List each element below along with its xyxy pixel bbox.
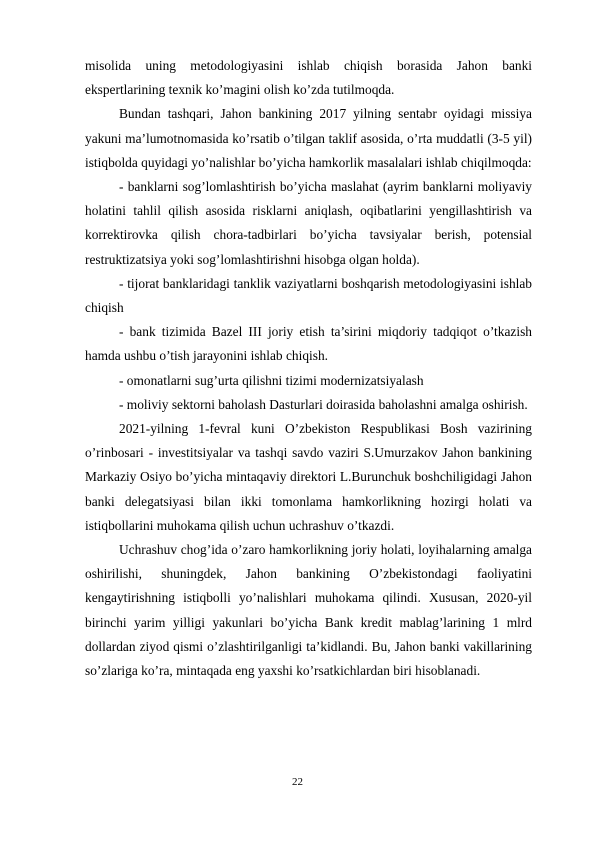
list-item-deposit-insurance: - omonatlarni sug’urta qilishni tizimi modernizatsiyalash	[119, 372, 424, 388]
list-item-basel-iii: - bank tizimida Bazel III joriy etish ta’sirini miqdoriy tadqiqot o’tkazish hamda ushbu o’tish jarayonini ishlab chiqish.	[85, 324, 532, 364]
list-item-sector-assessment: - moliviy sektorni baholash Dasturlari doirasida baholashni amalga oshirish.	[119, 396, 528, 412]
page-body	[85, 54, 532, 683]
page-number: 22	[292, 776, 303, 788]
paragraph-continuation: misolida uning metodologiyasini ishlab chiqish borasida Jahon banki ekspertlarining texnik ko’magini olish ko’zda tutilmoqda.	[85, 58, 532, 98]
paragraph-meeting: 2021-yilning 1-fevral kuni O’zbekiston Respublikasi Bosh vazirining o’rinbosari - investitsiyalar va tashqi savdo vaziri S.Umurzakov Jahon bankining Markaziy Osiyo bo’yicha mintaqaviy direktori L.Burunchuk boshchiligidagi Jahon banki delegatsiyasi bilan ikki tomonlama hamkorlikning hozirgi holati va istiqbollarini muhokama qilish uchun uchrashuv o’tkazdi.	[85, 421, 532, 533]
list-item-bank-recovery: - banklarni sog’lomlashtirish bo’yicha maslahat (ayrim banklarni moliyaviy holatini tahlil qilish asosida risklarni aniqlash, oqibatlarini yengillashtirish va korrektirovka qilish chora-tadbirlari bo’yicha tavsiyalar berish, potensial restruktizatsiya yoki sog’lomlashtirishni hisobga olgan holda).	[85, 179, 532, 267]
list-item-crisis-methodology: - tijorat banklaridagi tanklik vaziyatlarni boshqarish metodologiyasini ishlab chiqish	[85, 275, 532, 316]
paragraph-mission-summary: Bundan tashqari, Jahon bankining 2017 yilning sentabr oyidagi missiya yakuni ma’lumotnomasida ko’rsatib o’tilgan taklif asosida, o’rta muddatli (3-5 yil) istiqbolda quyidagi yo’nalishlar bo’yicha hamkorlik masalalari ishlab chiqilmoqda:	[85, 106, 532, 170]
paragraph-discussion: Uchrashuv chog’ida o’zaro hamkorlikning joriy holati, loyihalarning amalga oshirilishi, shuningdek, Jahon bankining O’zbekistondagi faoliyatini kengaytirishning istiqbolli yo’nalishlari muhokama qilindi. Xususan, 2020-yil birinchi yarim yilligi yakunlari bo’yicha Bank kredit mablag’larining 1 mlrd dollardan ziyod qismi o’zlashtirilganligi ta’kidlandi. Bu, Jahon banki vakillarining so’zlariga ko’ra, mintaqada eng yaxshi ko’rsatkichlardan biri hisoblanadi.	[85, 542, 532, 679]
